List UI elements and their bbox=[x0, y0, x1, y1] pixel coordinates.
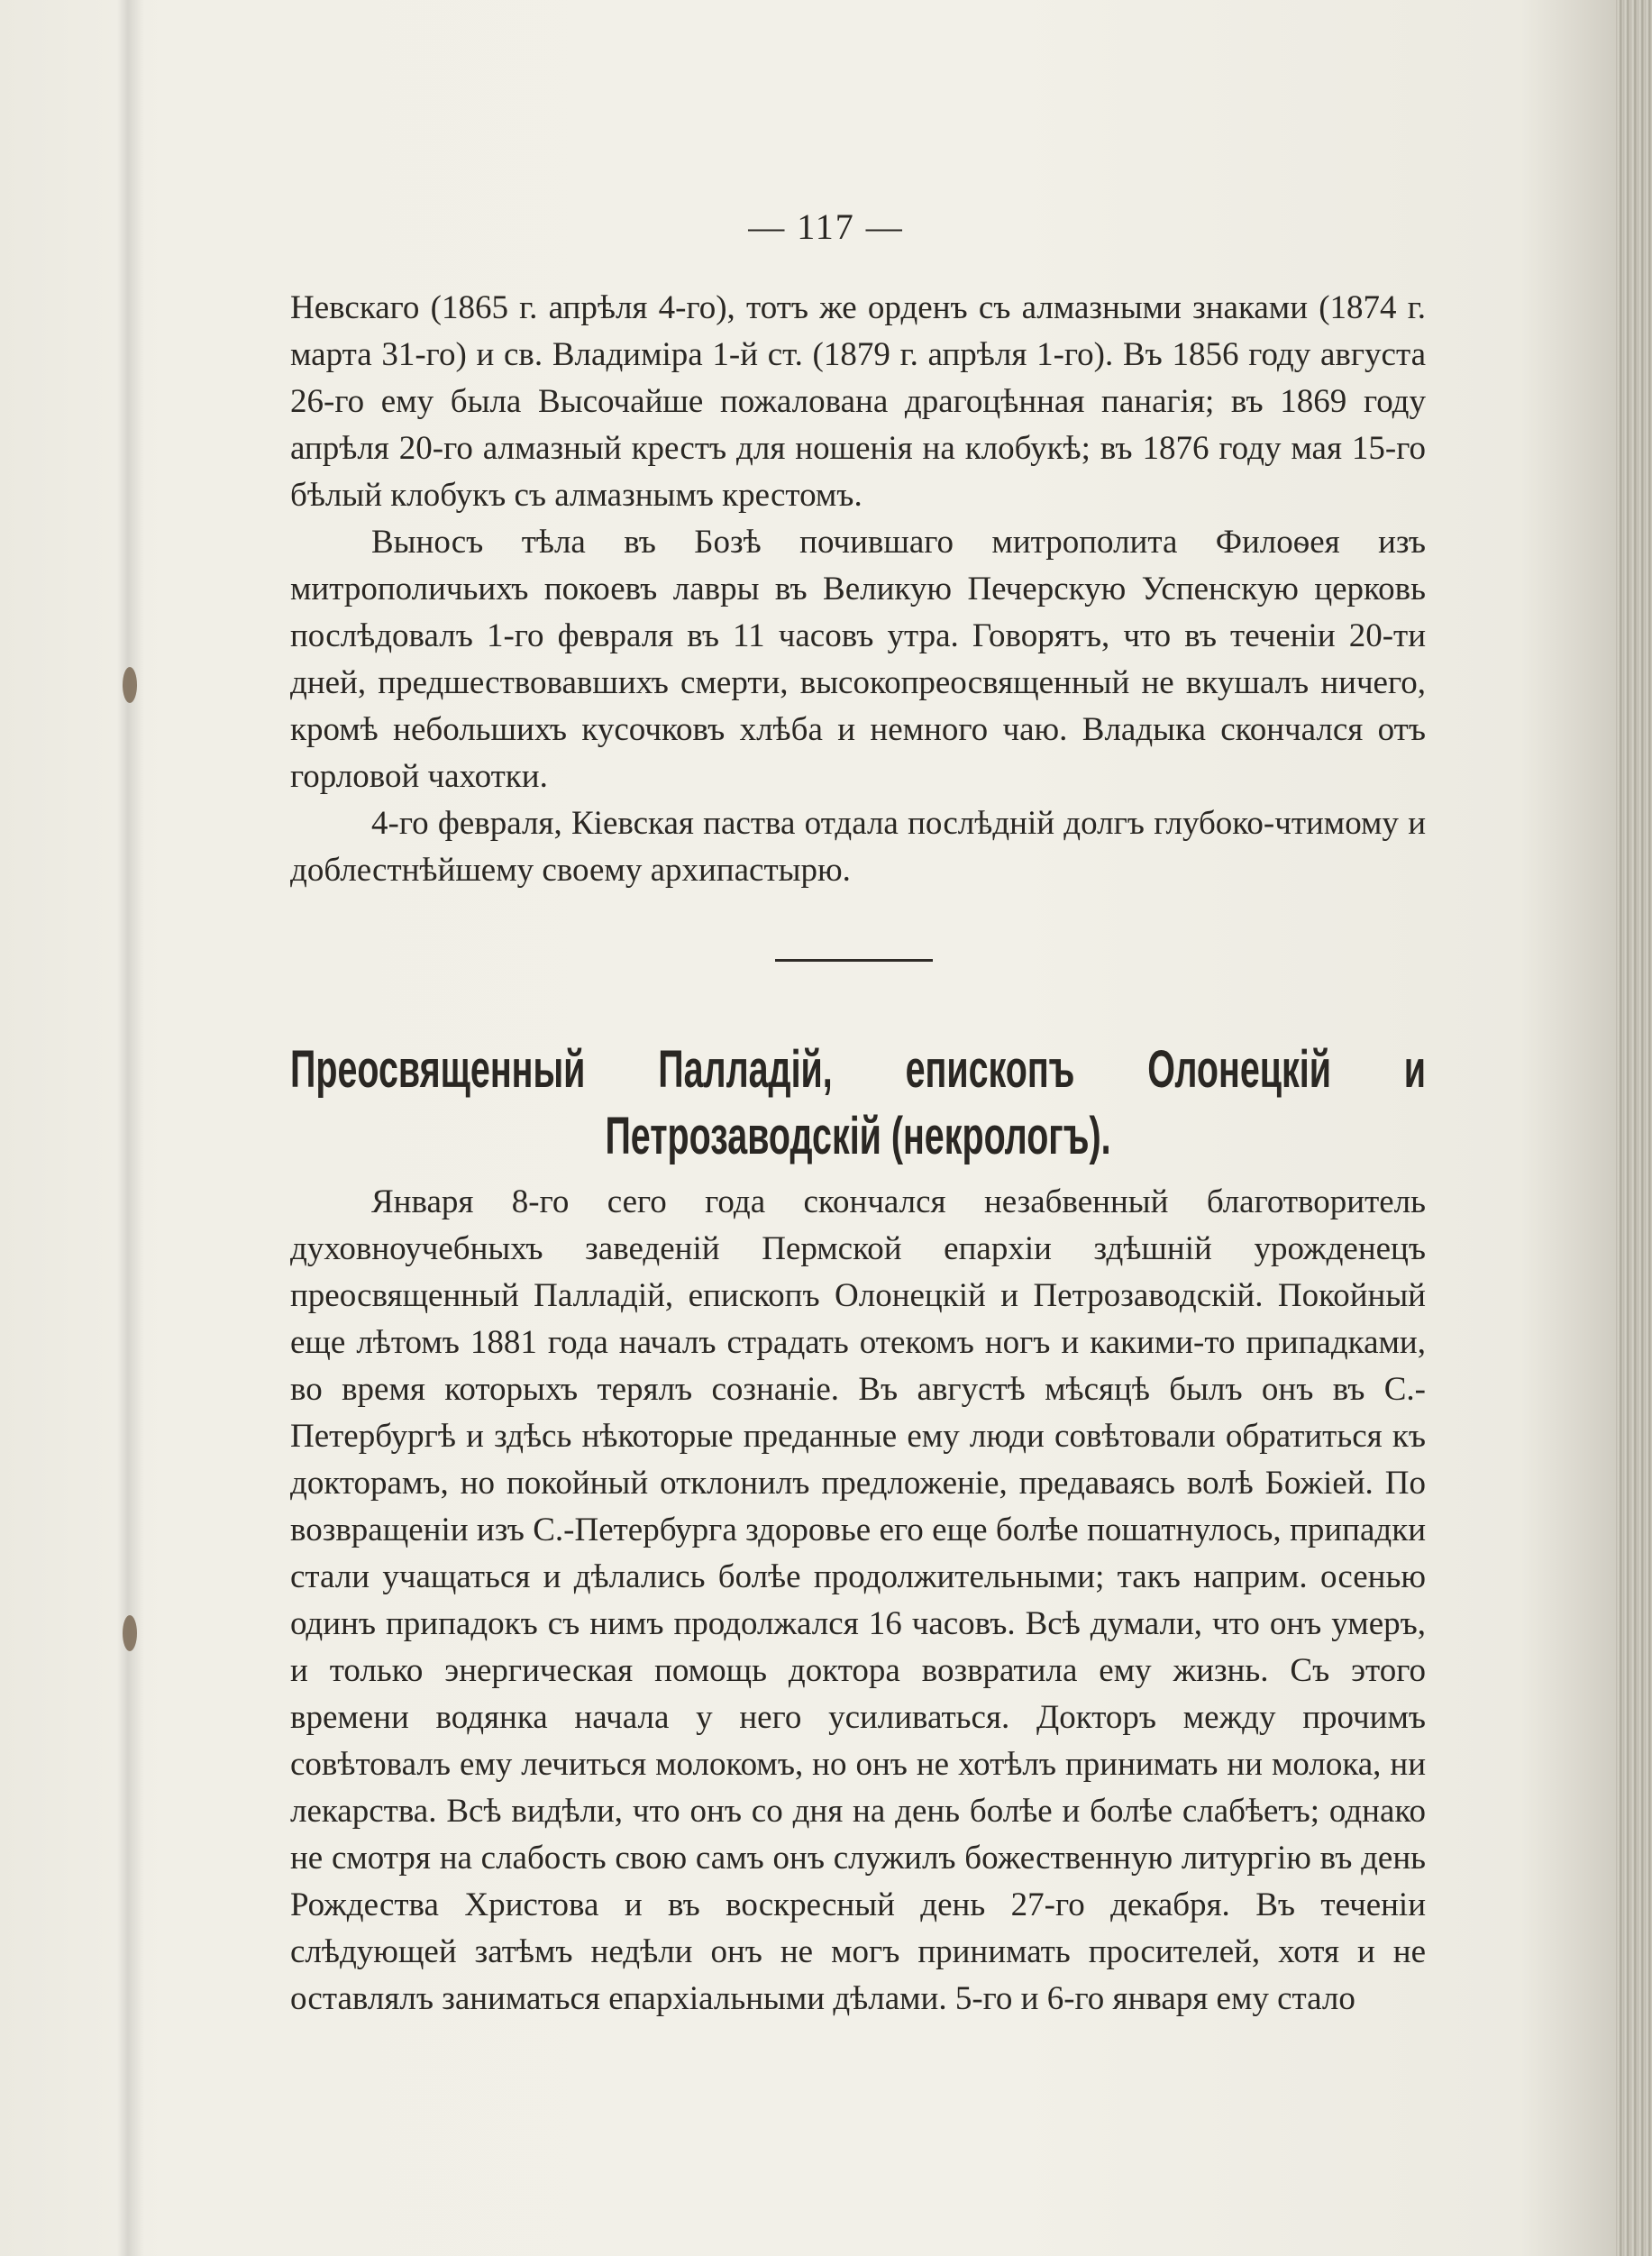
paragraph: 4-го февраля, Кіевская паства отдала послѣдній долгъ глубоко-чтимому и доблестнѣйшему своему архипастырю. bbox=[290, 805, 1426, 889]
page-edges bbox=[1616, 0, 1652, 2256]
article-title: Преосвященный Палладій, епископъ Олонецкій и Петрозаводскій (некрологъ). bbox=[290, 1040, 1427, 1165]
body-text-top bbox=[290, 285, 1426, 894]
binding-hole bbox=[123, 1615, 137, 1651]
binding-shadow bbox=[117, 0, 144, 2256]
paragraph: Невскаго (1865 г. апрѣля 4-го), тотъ же орденъ съ алмазными знаками (1874 г. марта 31-го) и св. Владиміра 1-й ст. (1879 г. апрѣля 1-го). Въ 1856 году августа 26-го ему была Высочайше пожалована драгоцѣнная панагія; въ 1869 году апрѣля 20-го алмазный крестъ для ношенія на клобукѣ; въ 1876 году мая 15-го бѣлый клобукъ съ алмазнымъ крестомъ. bbox=[290, 289, 1426, 514]
paragraph: Выносъ тѣла въ Бозѣ почившаго митрополита Филоѳея изъ митрополичьихъ покоевъ лавры въ Великую Печерскую Успенскую церковь послѣдовалъ 1-го февраля въ 11 часовъ утра. Говорятъ, что въ теченіи 20-ти дней, предшествовавшихъ смерти, высокопреосвященный не вкушалъ ничего, кромѣ небольшихъ кусочковъ хлѣба и немного чаю. Владыка скончался отъ горловой чахотки. bbox=[290, 524, 1426, 795]
page-number: — 117 — bbox=[748, 206, 904, 247]
article-body bbox=[290, 1179, 1426, 2023]
section-divider bbox=[775, 959, 933, 962]
binding-hole bbox=[123, 667, 137, 703]
paragraph: Января 8-го сего года скончался незабвенный благотворитель духовноучебныхъ заведеній Пермской епархіи здѣшній урожденецъ преосвященный Палладій, епископъ Олонецкій и Петрозаводскій. Покойный еще лѣтомъ 1881 года началъ страдать отекомъ ногъ и какими-то припадками, во время которыхъ терялъ сознаніе. Въ августѣ мѣсяцѣ былъ онъ въ С.-Петербургѣ и здѣсь нѣкоторые преданные ему люди совѣтовали обратиться къ докторамъ, но покойный отклонилъ предложеніе, предаваясь волѣ Божіей. По возвращеніи изъ С.-Петербурга здоровье его еще болѣе пошатнулось, припадки стали учащаться и дѣлались болѣе продолжительными; такъ наприм. осенью одинъ припадокъ съ нимъ продолжался 16 часовъ. Всѣ думали, что онъ умеръ, и только энергическая помощь доктора возвратила ему жизнь. Съ этого времени водянка начала у него усиливаться. Докторъ между прочимъ совѣтовалъ ему лечиться молокомъ, но онъ не хотѣлъ принимать ни молока, ни лекарства. Всѣ видѣли, что онъ со дня на день болѣе и болѣе слабѣетъ; однако не смотря на слабость свою самъ онъ служилъ божественную литургію въ день Рождества Христова и въ воскресный день 27-го декабря. Въ теченіи слѣдующей затѣмъ недѣли онъ не могъ принимать просителей, хотя и не оставлялъ заниматься епархіальными дѣлами. 5-го и 6-го января ему стало bbox=[290, 1183, 1426, 2017]
